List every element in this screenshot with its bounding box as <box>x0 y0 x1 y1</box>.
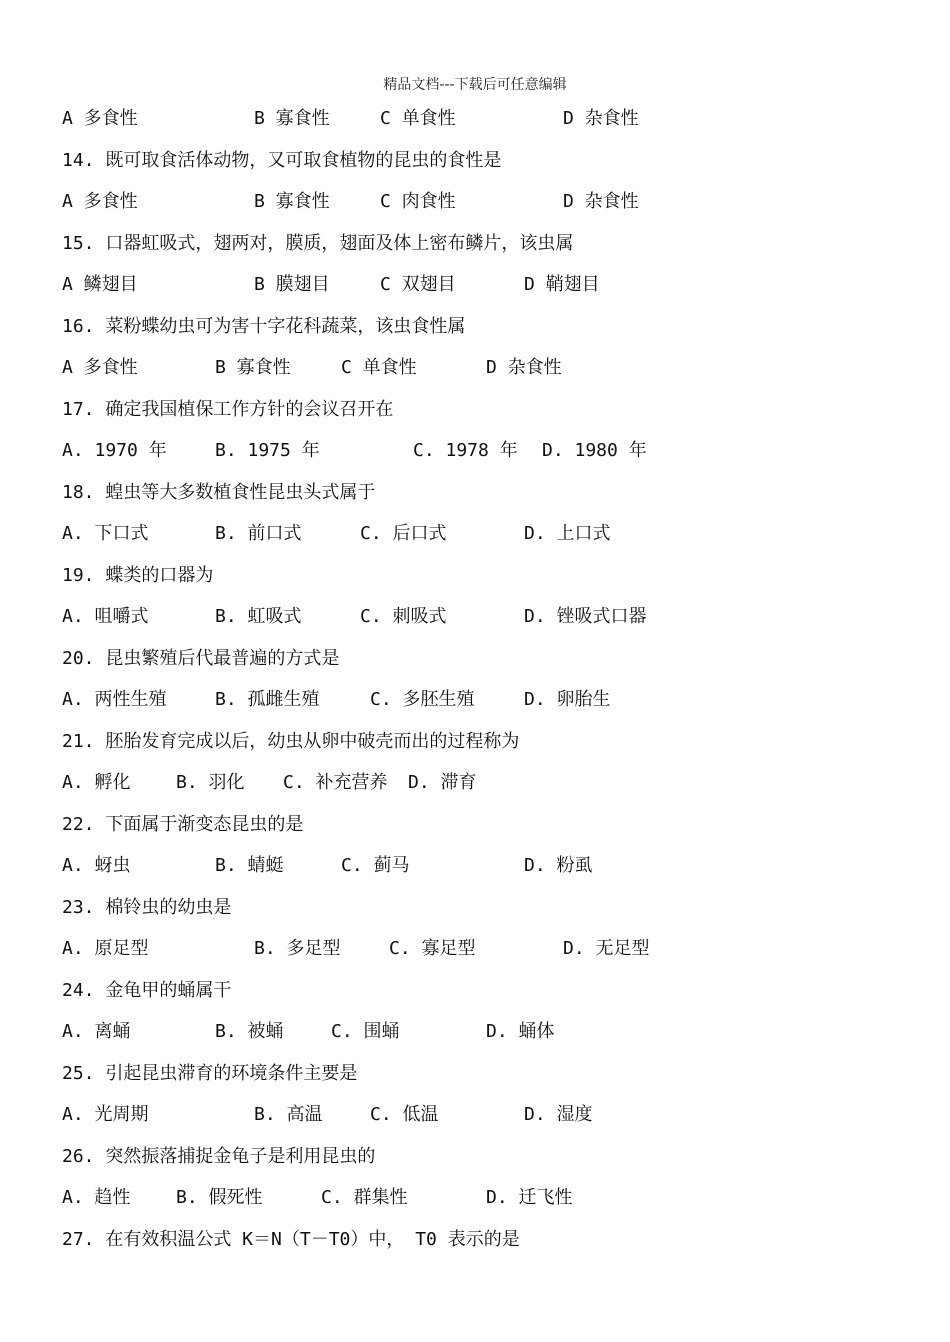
option-d: D 鞘翅目 <box>524 274 600 295</box>
option-d: D 杂食性 <box>486 357 562 378</box>
option-d: D. 粉虱 <box>524 855 593 876</box>
question-text: 22. 下面属于渐变态昆虫的是 <box>62 813 304 835</box>
option-a: A. 孵化 <box>62 772 131 793</box>
option-a: A. 咀嚼式 <box>62 606 149 627</box>
option-a: A 多食性 <box>62 191 138 212</box>
option-a: A. 原足型 <box>62 938 149 959</box>
option-d: D. 卵胎生 <box>524 689 611 710</box>
question-text: 18. 蝗虫等大多数植食性昆虫头式属于 <box>62 481 376 503</box>
option-d: D 杂食性 <box>563 108 639 129</box>
option-b: B 寡食性 <box>215 357 291 378</box>
question-text: 16. 菜粉蝶幼虫可为害十字花科蔬菜，该虫食性属 <box>62 315 466 337</box>
option-c: C. 群集性 <box>321 1187 408 1208</box>
question-text: 19. 蝶类的口器为 <box>62 564 214 586</box>
option-a: A. 蚜虫 <box>62 855 131 876</box>
option-c: C. 围蛹 <box>331 1021 400 1042</box>
question-text: 23. 棉铃虫的幼虫是 <box>62 896 232 918</box>
option-b: B. 前口式 <box>215 523 302 544</box>
option-c: C. 低温 <box>370 1104 439 1125</box>
option-c: C. 后口式 <box>360 523 447 544</box>
option-a: A 多食性 <box>62 108 138 129</box>
option-b: B. 虹吸式 <box>215 606 302 627</box>
option-c: C. 多胚生殖 <box>370 689 475 710</box>
question-text: 25. 引起昆虫滞育的环境条件主要是 <box>62 1062 358 1084</box>
option-b: B. 被蛹 <box>215 1021 284 1042</box>
option-a: A. 下口式 <box>62 523 149 544</box>
option-b: B 膜翅目 <box>254 274 330 295</box>
option-a: A. 光周期 <box>62 1104 149 1125</box>
option-b: B. 蜻蜓 <box>215 855 284 876</box>
option-b: B 寡食性 <box>254 191 330 212</box>
option-a: A. 两性生殖 <box>62 689 167 710</box>
option-d: D. 1980 年 <box>542 440 647 461</box>
question-text: 14. 既可取食活体动物，又可取食植物的昆虫的食性是 <box>62 149 502 171</box>
option-b: B. 高温 <box>254 1104 323 1125</box>
option-d: D. 蛹体 <box>486 1021 555 1042</box>
option-b: B. 假死性 <box>176 1187 263 1208</box>
option-c: C. 寡足型 <box>389 938 476 959</box>
option-c: C 单食性 <box>341 357 417 378</box>
option-b: B. 多足型 <box>254 938 341 959</box>
option-c: C 单食性 <box>380 108 456 129</box>
question-text: 21. 胚胎发育完成以后，幼虫从卵中破壳而出的过程称为 <box>62 730 520 752</box>
option-d: D. 迁飞性 <box>486 1187 573 1208</box>
option-a: A. 趋性 <box>62 1187 131 1208</box>
question-text: 27. 在有效积温公式 K＝N（T－T0）中， T0 表示的是 <box>62 1228 520 1250</box>
option-b: B. 1975 年 <box>215 440 320 461</box>
question-text: 26. 突然振落捕捉金龟子是利用昆虫的 <box>62 1145 376 1167</box>
option-a: A 多食性 <box>62 357 138 378</box>
option-d: D. 湿度 <box>524 1104 593 1125</box>
option-c: C 肉食性 <box>380 191 456 212</box>
option-a: A. 1970 年 <box>62 440 167 461</box>
option-b: B 寡食性 <box>254 108 330 129</box>
option-c: C. 蓟马 <box>341 855 410 876</box>
option-d: D. 上口式 <box>524 523 611 544</box>
page-header: 精品文档---下载后可任意编辑 <box>383 77 567 93</box>
option-a: A 鳞翅目 <box>62 274 138 295</box>
question-text: 17. 确定我国植保工作方针的会议召开在 <box>62 398 394 420</box>
option-c: C. 刺吸式 <box>360 606 447 627</box>
option-a: A. 离蛹 <box>62 1021 131 1042</box>
option-c: C. 补充营养 <box>283 772 388 793</box>
option-b: B. 孤雌生殖 <box>215 689 320 710</box>
option-b: B. 羽化 <box>176 772 245 793</box>
option-d: D. 滞育 <box>408 772 477 793</box>
option-d: D. 无足型 <box>563 938 650 959</box>
option-d: D 杂食性 <box>563 191 639 212</box>
question-text: 24. 金龟甲的蛹属干 <box>62 979 232 1001</box>
question-text: 15. 口器虹吸式，翅两对，膜质，翅面及体上密布鳞片，该虫属 <box>62 232 574 254</box>
option-c: C 双翅目 <box>380 274 456 295</box>
question-text: 20. 昆虫繁殖后代最普遍的方式是 <box>62 647 340 669</box>
option-c: C. 1978 年 <box>413 440 518 461</box>
option-d: D. 锉吸式口器 <box>524 606 647 627</box>
